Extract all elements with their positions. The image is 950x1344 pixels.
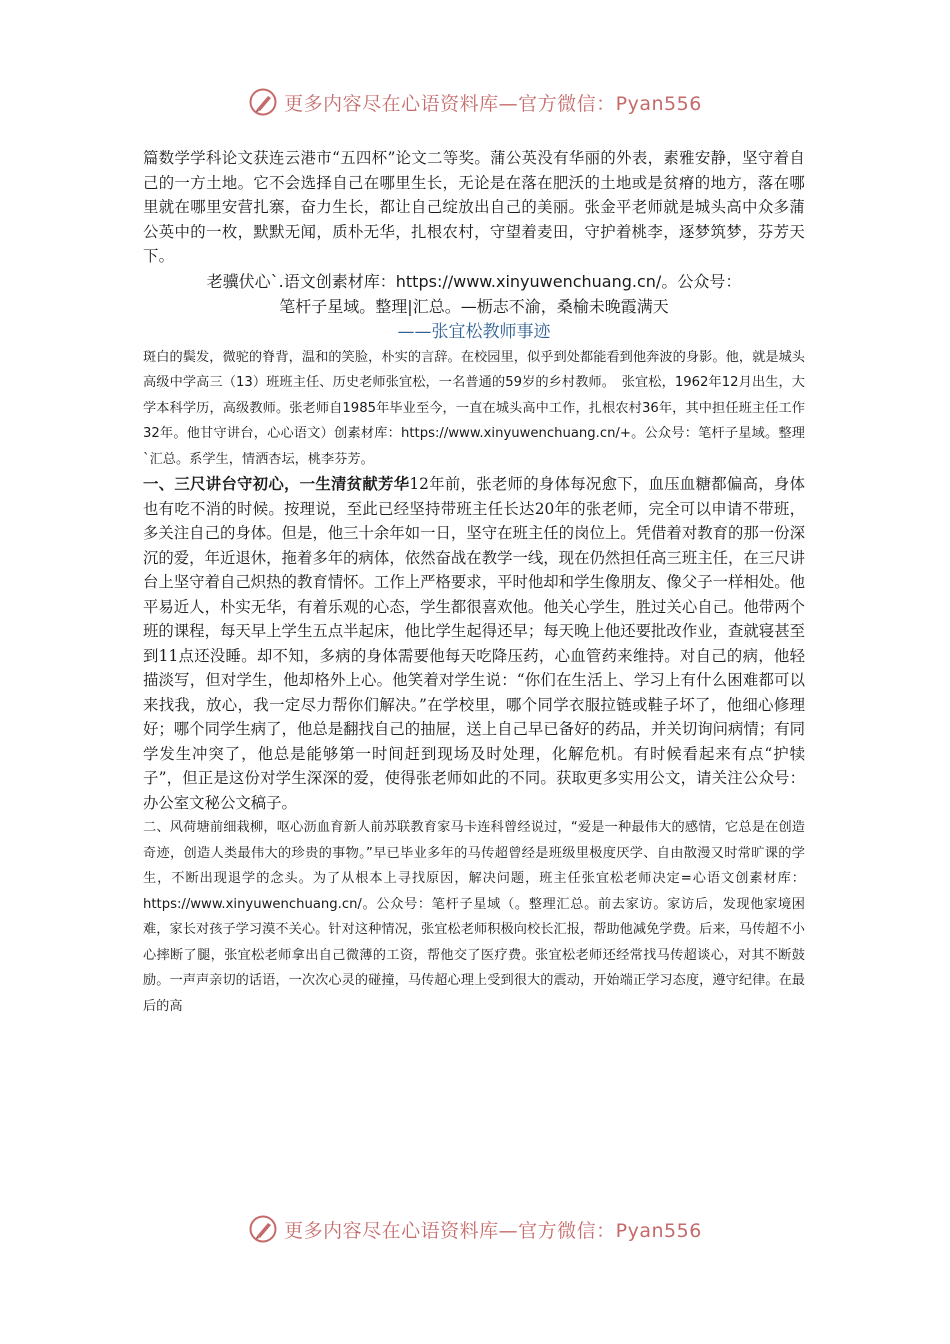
section-1-paragraph bbox=[143, 472, 805, 815]
pen-in-circle-logo-icon bbox=[248, 87, 278, 117]
section-2-paragraph: 二、风荷塘前细栽柳，呕心沥血育新人前苏联教育家马卡连科曾经说过，“爱是一种最伟大的感情，它总是在创造奇迹，创造人类最伟大的珍贵的事物。”早已毕业多年的马传超曾经是班级里极度厌学、自由散漫又时常旷课的学生，不断出现退学的念头。为了从根本上寻找原因，解决问题，班主任张宜松老师决定=心语文创素材库：https://www.xinyuwenchuang.cn/。公众号：笔杆子星域（。整理汇总。前去家访。家访后，发现他家境困难，家长对孩子学习漠不关心。针对这种情况，张宜松老师积极向校长汇报，帮助他减免学费。后来，马传超不小心摔断了腿，张宜松老师拿出自己微薄的工资，帮他交了医疗费。张宜松老师还经常找马传超谈心，对其不断鼓励。一声声亲切的话语，一次次心灵的碰撞，马传超心理上受到很大的震动，开始端正学习态度，遵守纪律。在最后的高 bbox=[143, 820, 805, 1014]
source-line-1: 老骥伏心`.语文创素材库：https://www.xinyuwenchuang.cn/。公众号： bbox=[206, 271, 742, 291]
article-title: 笔杆子星域。整理|汇总。—枥志不渝，桑榆未晚霞满天 bbox=[279, 296, 669, 316]
intro-paragraph: 篇数学学科论文获连云港市“五四杯”论文二等奖。蒲公英没有华丽的外表，素雅安静，坚守着自己的一方土地。它不会选择自己在哪里生长，无论是在落在肥沃的土地或是贫瘠的地方，落在哪里就在哪里安营扎寨，奋力生长，都让自己绽放出自己的美丽。张金平老师就是城头高中众多蒲公英中的一枚，默默无闻，质朴无华，扎根农村，守望着麦田，守护着桃李，逐梦筑梦，芬芳天下。 bbox=[143, 149, 805, 265]
profile-paragraph: 斑白的鬓发，微驼的脊背，温和的笑脸，朴实的言辞。在校园里，似乎到处都能看到他奔波的身影。他，就是城头高级中学高三（13）班班主任、历史老师张宜松，一名普通的59岁的乡村教师。 张宜松，1962年12月出生，大学本科学历，高级教师。张老师自1985年毕业至今，一直在城头高中工作，扎根农村36年，其中担任班主任工作32年。他甘守讲台，心心语文）创素材库：https://www.xinyuwenchuang.cn/+。公众号：笔杆子星域。整理`汇总。系学生，情洒杏坛，桃李芬芳。 bbox=[143, 349, 805, 467]
section-1-body: 12年前，张老师的身体每况愈下，血压血糖都偏高，身体也有吃不消的时候。按理说，至此已经坚持带班主任长达20年的张老师，完全可以申请不带班，多关注自己的身体。但是，他三十余年如一日，坚守在班主任的岗位上。凭借着对教育的那一份深沉的爱，年近退休，拖着多年的病体，依然奋战在教学一线，现在仍然担任高三班主任，在三尺讲台上坚守着自己炽热的教育情怀。工作上严格要求，平时他却和学生像朋友、像父子一样相处。他平易近人，朴实无华，有着乐观的心态，学生都很喜欢他。他关心学生，胜过关心自己。他带两个班的课程，每天早上学生五点半起床，他比学生起得还早；每天晚上他还要批改作业，查就寝甚至到11点还没睡。却不知，多病的身体需要他每天吃降压药，心血管药来维持。对自己的病，他轻描淡写，但对学生，他却格外上心。他笑着对学生说：“你们在生活上、学习上有什么困难都可以来找我，放心，我一定尽力帮你们解决。”在学校里，哪个同学衣服拉链或鞋子坏了，他细心修理好；哪个同学生病了，他总是翻找自己的抽屉，送上自己早已备好的药品，并关切询问病情；有同学发生冲突了，他总是能够第一时间赶到现场及时处理，化解危机。有时候看起来有点“护犊子”，但正是这份对学生深深的爱，使得张老师如此的不同。获取更多实用公文，请关注公众号：办公室文秘公文稿子。 bbox=[143, 475, 805, 812]
banner-text: 更多内容尽在心语资料库—官方微信：Pyan556 bbox=[284, 92, 702, 115]
document-body bbox=[143, 146, 805, 1019]
article-subtitle: ——张宜松教师事迹 bbox=[397, 321, 551, 342]
pen-in-circle-logo-icon bbox=[248, 1214, 278, 1244]
section-1-heading: 一、三尺讲台守初心，一生清贫献芳华 bbox=[143, 475, 410, 493]
banner-text: 更多内容尽在心语资料库—官方微信：Pyan556 bbox=[284, 1219, 702, 1242]
header-banner bbox=[0, 82, 950, 122]
footer-banner bbox=[0, 1209, 950, 1249]
